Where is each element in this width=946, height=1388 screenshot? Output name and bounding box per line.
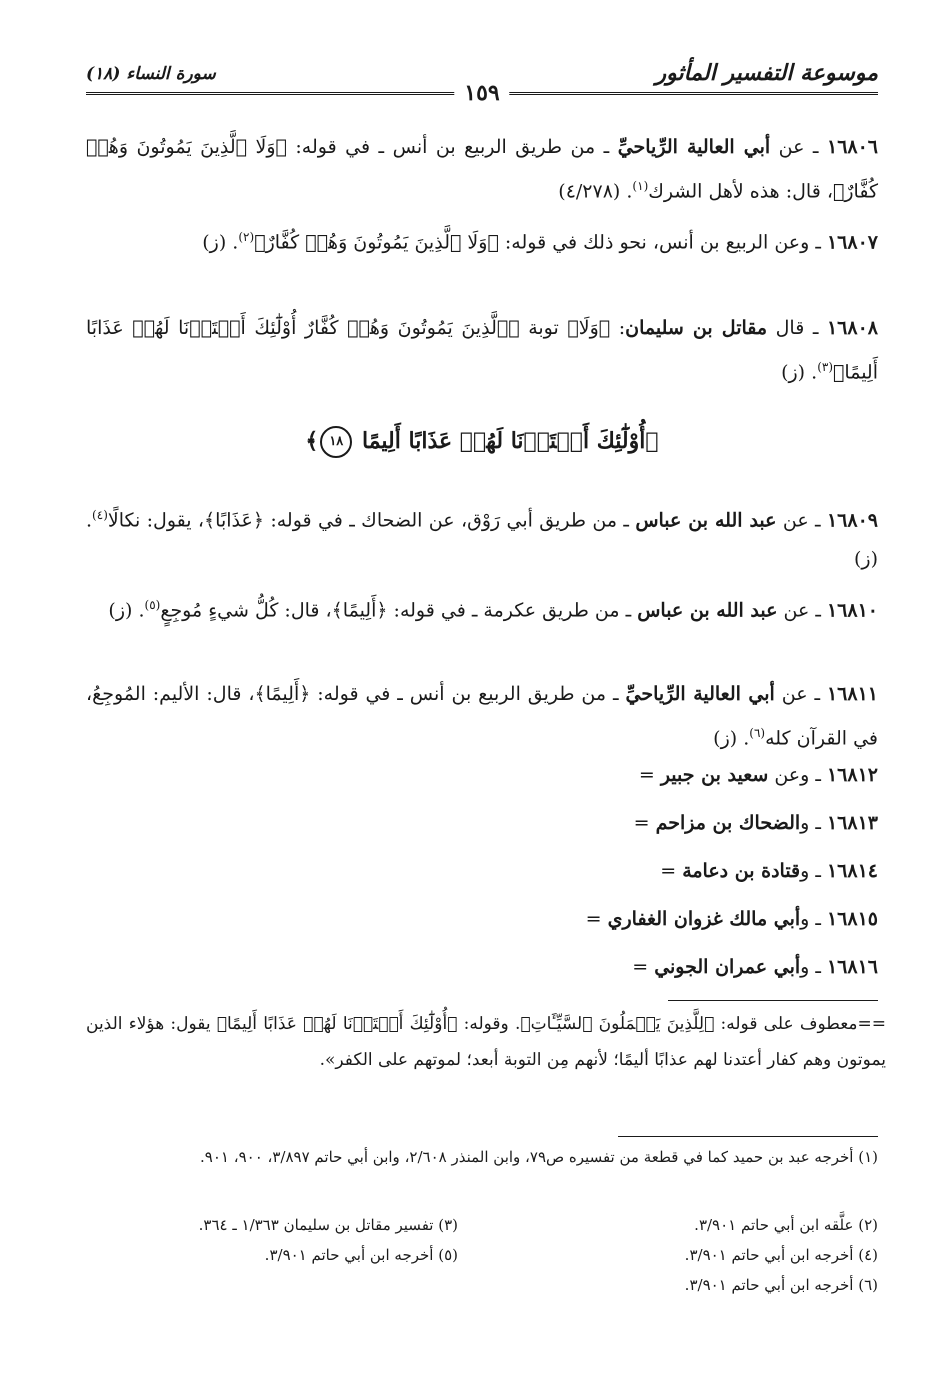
footnote-2: (٢) علَّقه ابن أبي حاتم ٣/٩٠١.: [694, 1216, 878, 1234]
narration-number: ١٦٨١٣: [826, 812, 878, 834]
narration-tail: =: [632, 956, 655, 978]
narration-prefix: ـ عن: [776, 509, 827, 532]
narration-tail: . (٤/٢٧٨): [558, 180, 633, 203]
narration-16809: [86, 496, 878, 579]
book-title: موسوعة التفسير المأثور: [655, 60, 878, 86]
surah-title: سورة النساء (١٨): [86, 64, 216, 84]
narration-16812: [639, 764, 878, 786]
narration-number: ١٦٨١٤: [826, 860, 878, 882]
narrator-name: مقاتل بن سليمان: [625, 317, 768, 339]
narration-text: ـ من طريق عكرمة ـ في قوله: ﴿أَلِيمًا﴾، قال: كُلُّ شيءٍ مُوجِعٍ: [160, 599, 638, 622]
narration-text: ـ و: [800, 956, 827, 978]
narrator-name: الضحاك بن مزاحم: [655, 812, 801, 834]
narrator-name: سعيد بن جبير: [660, 764, 769, 786]
commentary-continuation: ==معطوف على قوله: ﴿لِلَّذِينَ يَعۡمَلُونَ ٱلسَّيِّـَٔاتِ﴾. وقوله: ﴿أُوْلَٰٓئِكَ أَعۡتَدۡنَا لَهُمۡ عَذَابًا أَلِيمًا﴾ يقول: هؤلاء الذين يموتون وهم كفار أعتدنا لهم عذابًا أليمًا؛ لأنهم مِن التوبة أبعد؛ لموتهم على الكفر».: [86, 1014, 886, 1070]
narration-prefix: ـ قال: [767, 317, 827, 339]
footnote-5: (٥) أخرجه ابن أبي حاتم ٣/٩٠١.: [264, 1246, 458, 1264]
footnote-3: (٣) تفسير مقاتل بن سليمان ١/٣٦٣ ـ ٣٦٤.: [198, 1216, 458, 1234]
narration-16806: [86, 128, 878, 211]
narration-text: ـ و: [800, 860, 827, 882]
narration-number: ١٦٨٠٧: [826, 231, 878, 254]
footnote-ref: (٢): [238, 230, 255, 244]
footnote-ref: (٣): [817, 360, 834, 374]
footnote-ref: (١): [632, 179, 649, 193]
narration-text: ـ و: [800, 812, 827, 834]
narration-16811: [86, 675, 878, 758]
narration-number: ١٦٨١٥: [826, 908, 878, 930]
footnote-ref: (٦): [749, 726, 766, 740]
narrator-name: أبي العالية الرِّياحيِّ: [625, 683, 775, 705]
narrator-name: أبي العالية الرِّياحيِّ: [617, 136, 771, 158]
ayah-number-marker: ١٨: [320, 426, 352, 458]
narration-text: ـ و: [800, 908, 827, 930]
narration-tail: . (ز): [108, 599, 145, 622]
narration-text: ـ من طريق الربيع بن أنس ـ في قوله: ﴿وَلَا ٱلَّذِينَ يَمُوتُونَ وَهُمۡ كُفَّارٌ﴾، قال: هذه لأهل الشرك: [86, 136, 878, 203]
footnote-ref: (٥): [144, 598, 161, 612]
narration-text: ـ وعن: [768, 764, 827, 786]
narration-16813: [634, 812, 878, 834]
footnote-1: (١) أخرجه عبد بن حميد كما في قطعة من تفسيره ص٧٩، وابن المنذر ٢/٦٠٨، وابن أبي حاتم ٣/٨٩٧، ٩٠٠، ٩٠١.: [200, 1148, 878, 1166]
narration-16810: [86, 586, 878, 630]
narrator-name: أبي مالك غزوان الغفاري: [607, 908, 801, 930]
narration-16815: [586, 908, 878, 930]
page-number: ١٥٩: [454, 80, 509, 106]
narration-tail: . (ز): [781, 361, 818, 384]
narration-16808: [86, 309, 878, 392]
narration-tail: . (ز): [202, 231, 239, 254]
footnote-6: (٦) أخرجه ابن أبي حاتم ٣/٩٠١.: [684, 1276, 878, 1294]
narration-number: ١٦٨٠٩: [826, 509, 878, 532]
footnote-ref: (٤): [92, 508, 108, 522]
narration-tail: . (ز): [86, 509, 878, 571]
narration-16816: [632, 956, 878, 978]
narration-text: ـ وعن الربيع بن أنس، نحو ذلك في قوله: ﴿وَلَا ٱلَّذِينَ يَمُوتُونَ وَهُمۡ كُفَّارٌ﴾: [254, 231, 827, 254]
footnote-4: (٤) أخرجه ابن أبي حاتم ٣/٩٠١.: [684, 1246, 878, 1264]
commentary-divider: [668, 1000, 878, 1001]
verse-close: ﴾: [305, 428, 319, 454]
verse-heading: [86, 426, 878, 458]
narration-text: ـ من طريق الربيع بن أنس ـ في قوله: ﴿أَلِيمًا﴾، قال: الأليم: المُوجِعُ، في القرآن كله: [86, 683, 878, 750]
narrator-name: قتادة بن دعامة: [682, 860, 801, 882]
narration-number: ١٦٨١١: [826, 683, 878, 705]
narrator-name: عبد الله بن عباس: [637, 599, 778, 622]
narration-tail: =: [660, 860, 683, 882]
narration-prefix: ـ عن: [777, 599, 827, 622]
narrator-name: أبي عمران الجوني: [654, 956, 801, 978]
narration-number: ١٦٨١٠: [826, 599, 878, 622]
narration-tail: =: [633, 812, 656, 834]
narration-tail: =: [638, 764, 661, 786]
page: [86, 56, 886, 1294]
narration-number: ١٦٨٠٦: [826, 136, 879, 158]
narration-number: ١٦٨٠٨: [826, 317, 878, 339]
narration-text: : ﴿وَلَا﴾ توبة ﴿ٱلَّذِينَ يَمُوتُونَ وَهُمۡ كُفَّارٌ أُوْلَٰٓئِكَ أَعۡتَدۡنَا لَهُمۡ عَذَابًا أَلِيمًا﴾: [86, 317, 878, 384]
narration-tail: . (ز): [713, 727, 750, 750]
page-header: [86, 56, 878, 106]
verse-text: ﴿أُوْلَٰٓئِكَ أَعۡتَدۡنَا لَهُمۡ عَذَابًا أَلِيمًا: [361, 428, 659, 454]
narration-16807: [86, 218, 878, 262]
narration-prefix: ـ عن: [770, 136, 827, 158]
narration-text: ـ من طريق أبي رَوْق، عن الضحاك ـ في قوله: ﴿عَذَابًا﴾، يقول: نكالًا: [107, 509, 636, 532]
narration-number: ١٦٨١٢: [826, 764, 878, 786]
footnotes-divider: [618, 1136, 878, 1137]
narration-tail: =: [585, 908, 608, 930]
narration-prefix: ـ عن: [774, 683, 827, 705]
narration-16814: [660, 860, 878, 882]
narrator-name: عبد الله بن عباس: [635, 509, 777, 532]
narration-number: ١٦٨١٦: [826, 956, 878, 978]
